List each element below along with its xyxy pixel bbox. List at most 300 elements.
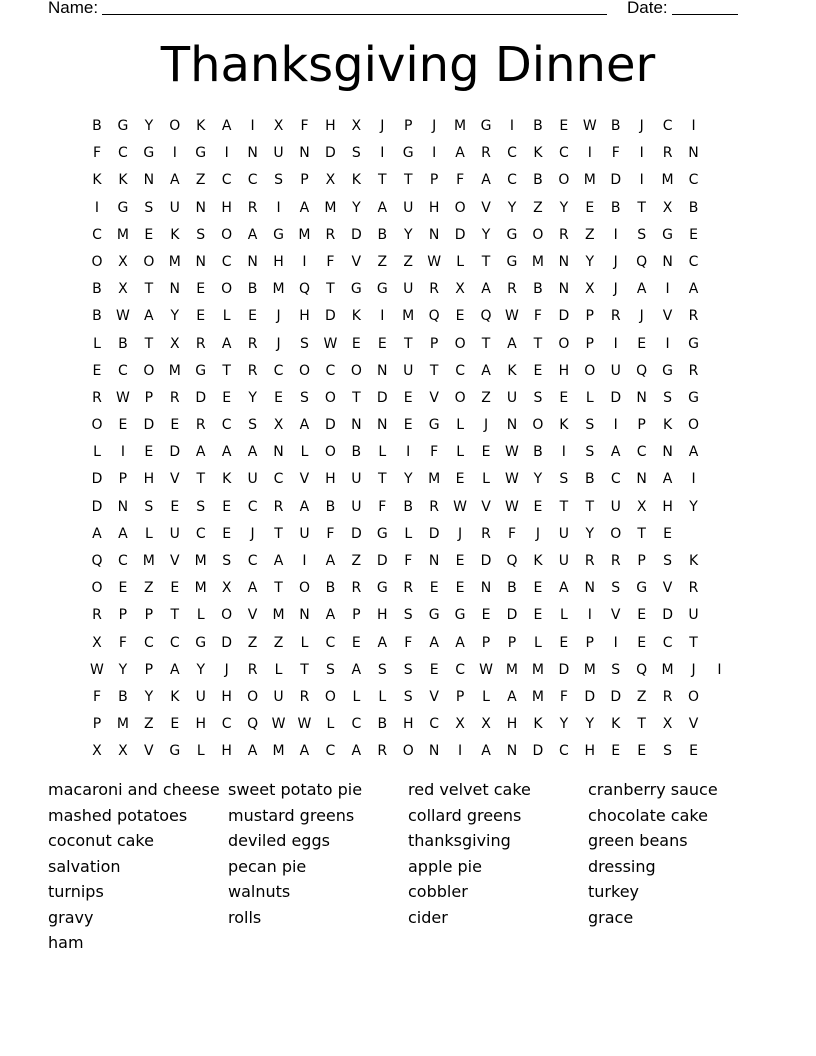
grid-letter[interactable]: N [584,580,596,597]
grid-letter[interactable]: D [325,308,336,325]
grid-letter[interactable]: G [143,145,155,162]
grid-letter[interactable]: R [429,281,440,298]
grid-letter[interactable]: E [351,634,361,651]
grid-letter[interactable]: J [458,525,463,542]
grid-letter[interactable]: M [505,661,519,678]
grid-letter[interactable]: C [455,362,465,379]
grid-letter[interactable]: E [196,308,206,325]
grid-letter[interactable]: E [559,389,569,406]
grid-letter[interactable]: O [143,253,155,270]
grid-letter[interactable]: I [380,145,385,162]
grid-letter[interactable]: N [558,281,570,298]
grid-letter[interactable]: A [299,743,310,760]
grid-letter[interactable]: C [636,444,647,461]
grid-letter[interactable]: U [247,471,258,488]
grid-letter[interactable]: X [351,118,362,134]
grid-letter[interactable]: M [272,281,285,298]
grid-letter[interactable]: A [118,525,128,542]
grid-letter[interactable]: A [221,118,232,134]
grid-letter[interactable]: R [688,580,699,597]
grid-letter[interactable]: E [403,417,413,434]
grid-letter[interactable]: A [92,525,102,542]
grid-letter[interactable]: L [144,525,153,542]
grid-letter[interactable]: A [662,471,673,488]
grid-letter[interactable]: C [610,471,621,488]
grid-letter[interactable]: W [505,471,519,488]
grid-letter[interactable]: T [559,498,569,515]
grid-letter[interactable]: O [298,580,310,597]
grid-letter[interactable]: N [636,471,647,488]
grid-letter[interactable]: U [169,199,180,216]
grid-letter[interactable]: F [300,118,309,134]
grid-letter[interactable]: E [611,743,621,760]
grid-letter[interactable]: N [299,145,310,162]
grid-letter[interactable]: N [428,743,440,760]
grid-letter[interactable]: I [587,607,592,624]
grid-letter[interactable]: B [118,688,128,705]
grid-letter[interactable]: M [583,661,596,678]
grid-letter[interactable]: Y [585,716,595,733]
grid-letter[interactable]: D [91,498,103,515]
grid-letter[interactable]: V [662,580,673,597]
grid-letter[interactable]: M [194,553,207,569]
grid-letter[interactable]: N [662,253,673,270]
grid-letter[interactable]: C [247,172,258,189]
grid-letter[interactable]: K [559,417,569,434]
grid-letter[interactable]: S [611,580,621,597]
grid-letter[interactable]: T [144,281,154,298]
grid-letter[interactable]: T [481,253,491,270]
grid-letter[interactable]: D [558,308,570,325]
grid-letter[interactable]: I [250,118,255,134]
grid-letter[interactable]: P [637,553,646,569]
grid-letter[interactable]: U [351,471,362,488]
grid-letter[interactable]: S [663,553,673,569]
grid-letter[interactable]: U [558,525,569,542]
grid-letter[interactable]: J [691,661,696,678]
grid-letter[interactable]: M [531,253,544,270]
grid-letter[interactable]: K [351,172,361,189]
grid-letter[interactable]: I [717,661,722,678]
grid-letter[interactable]: X [325,172,336,189]
grid-letter[interactable]: X [636,498,647,515]
grid-letter[interactable]: F [559,688,568,705]
grid-letter[interactable]: S [403,688,413,705]
grid-letter[interactable]: Y [585,525,595,542]
grid-letter[interactable]: L [300,634,309,651]
grid-letter[interactable]: I [613,634,618,651]
grid-letter[interactable]: W [271,716,286,733]
grid-letter[interactable]: D [584,688,596,705]
grid-letter[interactable]: A [688,444,699,461]
grid-letter[interactable]: A [636,281,647,298]
grid-letter[interactable]: C [662,634,673,651]
grid-letter[interactable]: I [380,308,385,325]
grid-letter[interactable]: T [352,389,361,406]
grid-letter[interactable]: E [559,118,569,134]
grid-letter[interactable]: E [170,498,180,515]
grid-letter[interactable]: B [92,308,102,325]
grid-letter[interactable]: D [350,226,362,243]
grid-letter[interactable]: Z [273,634,284,651]
grid-letter[interactable]: K [196,118,206,134]
grid-letter[interactable]: T [533,335,543,352]
grid-letter[interactable]: L [222,308,231,325]
grid-letter[interactable]: R [273,498,284,515]
grid-letter[interactable]: S [144,498,154,515]
grid-letter[interactable]: T [378,471,387,488]
grid-letter[interactable]: D [558,661,570,678]
grid-letter[interactable]: P [403,118,413,134]
grid-letter[interactable]: T [300,661,309,678]
grid-letter[interactable]: E [481,444,491,461]
grid-letter[interactable]: A [221,335,232,352]
grid-letter[interactable]: E [481,607,491,624]
grid-letter[interactable]: N [247,145,258,162]
grid-letter[interactable]: E [118,580,128,597]
grid-letter[interactable]: B [325,580,336,597]
grid-letter[interactable]: Y [403,471,413,488]
grid-letter[interactable]: N [558,253,570,270]
grid-letter[interactable]: K [663,417,673,434]
grid-letter[interactable]: A [221,444,232,461]
grid-letter[interactable]: R [195,417,206,434]
grid-letter[interactable]: G [169,743,181,760]
grid-letter[interactable]: J [276,308,281,325]
grid-letter[interactable]: L [196,743,205,760]
grid-letter[interactable]: M [116,226,129,243]
grid-letter[interactable]: H [662,498,673,515]
grid-letter[interactable]: P [481,634,491,651]
grid-letter[interactable]: L [559,607,568,624]
grid-letter[interactable]: M [272,607,285,624]
grid-letter[interactable]: C [221,253,232,270]
grid-letter[interactable]: H [428,199,440,216]
grid-letter[interactable]: A [325,553,336,569]
grid-letter[interactable]: B [533,172,543,189]
grid-letter[interactable]: N [428,226,440,243]
grid-letter[interactable]: T [637,199,646,216]
grid-letter[interactable]: T [481,335,491,352]
grid-letter[interactable]: S [663,389,673,406]
grid-letter[interactable]: R [247,335,258,352]
grid-letter[interactable]: A [247,743,258,760]
grid-letter[interactable]: R [688,362,699,379]
grid-letter[interactable]: P [144,661,154,678]
grid-letter[interactable]: N [377,417,388,434]
grid-letter[interactable]: E [533,607,543,624]
grid-letter[interactable]: P [300,172,309,189]
grid-letter[interactable]: V [481,498,491,515]
grid-letter[interactable]: B [377,226,388,243]
grid-letter[interactable]: H [195,716,206,733]
grid-letter[interactable]: E [533,580,543,597]
grid-letter[interactable]: A [429,634,439,651]
grid-letter[interactable]: R [247,661,258,678]
grid-letter[interactable]: T [326,281,335,298]
grid-letter[interactable]: X [273,118,284,134]
grid-letter[interactable]: X [455,716,465,733]
grid-letter[interactable]: R [403,580,414,597]
grid-letter[interactable]: J [250,525,255,542]
grid-letter[interactable]: R [481,145,491,162]
grid-letter[interactable]: E [637,607,647,624]
grid-letter[interactable]: O [532,417,544,434]
grid-letter[interactable]: M [531,661,544,678]
grid-letter[interactable]: S [196,226,206,243]
grid-letter[interactable]: Y [507,199,517,216]
grid-letter[interactable]: Z [584,226,595,243]
grid-letter[interactable]: B [247,281,258,298]
grid-letter[interactable]: N [195,253,206,270]
grid-letter[interactable]: Z [533,199,543,216]
grid-letter[interactable]: M [661,172,674,189]
grid-letter[interactable]: Q [428,308,440,325]
grid-letter[interactable]: Y [481,226,491,243]
grid-letter[interactable]: V [688,716,699,733]
grid-letter[interactable]: S [274,172,283,189]
grid-letter[interactable]: T [637,716,646,733]
grid-letter[interactable]: F [404,553,413,569]
grid-letter[interactable]: K [688,553,699,569]
grid-letter[interactable]: O [454,199,466,216]
grid-letter[interactable]: D [325,145,336,162]
grid-letter[interactable]: F [326,525,335,542]
grid-letter[interactable]: N [688,145,699,162]
grid-letter[interactable]: J [380,118,385,134]
grid-letter[interactable]: C [325,743,336,760]
grid-letter[interactable]: L [456,253,464,270]
grid-letter[interactable]: S [585,417,595,434]
grid-letter[interactable]: D [325,417,336,434]
grid-letter[interactable]: K [170,226,180,243]
grid-letter[interactable]: W [323,335,338,352]
grid-letter[interactable]: C [143,634,154,651]
grid-letter[interactable]: B [118,335,128,352]
grid-letter[interactable]: C [507,172,517,189]
grid-letter[interactable]: P [585,634,594,651]
grid-letter[interactable]: T [170,607,180,624]
grid-letter[interactable]: G [428,417,440,434]
grid-letter[interactable]: Y [170,308,180,325]
grid-letter[interactable]: O [558,335,570,352]
grid-letter[interactable]: G [662,226,674,243]
grid-letter[interactable]: R [481,525,491,542]
grid-letter[interactable]: S [403,607,413,624]
grid-letter[interactable]: J [483,417,489,434]
grid-letter[interactable]: L [482,471,490,488]
grid-letter[interactable]: C [351,716,362,733]
grid-letter[interactable]: E [455,580,465,597]
grid-letter[interactable]: F [92,145,101,162]
grid-letter[interactable]: A [325,607,336,624]
grid-letter[interactable]: U [169,525,180,542]
grid-letter[interactable]: O [91,580,103,597]
grid-letter[interactable]: A [247,226,258,243]
grid-letter[interactable]: O [247,688,259,705]
grid-letter[interactable]: A [195,444,206,461]
grid-letter[interactable]: X [118,743,128,760]
grid-letter[interactable]: B [403,498,414,515]
grid-letter[interactable]: E [429,661,439,678]
grid-letter[interactable]: R [507,281,517,298]
grid-letter[interactable]: W [115,389,130,406]
grid-letter[interactable]: J [535,525,540,542]
grid-letter[interactable]: O [558,172,570,189]
grid-letter[interactable]: G [428,607,440,624]
grid-letter[interactable]: H [325,118,336,134]
grid-letter[interactable]: S [196,498,206,515]
grid-letter[interactable]: C [92,226,102,243]
grid-letter[interactable]: O [532,226,544,243]
grid-letter[interactable]: L [482,688,490,705]
grid-letter[interactable]: G [195,145,207,162]
grid-letter[interactable]: D [195,389,207,406]
grid-letter[interactable]: G [636,580,648,597]
grid-letter[interactable]: K [222,471,232,488]
grid-letter[interactable]: D [169,444,181,461]
grid-letter[interactable]: X [118,281,128,298]
grid-letter[interactable]: E [222,389,232,406]
grid-letter[interactable]: A [507,688,517,705]
grid-letter[interactable]: E [377,335,387,352]
grid-letter[interactable]: U [610,498,621,515]
grid-letter[interactable]: R [584,553,595,569]
grid-letter[interactable]: N [428,553,440,569]
grid-letter[interactable]: E [455,471,465,488]
grid-letter[interactable]: K [351,308,361,325]
grid-letter[interactable]: P [144,389,154,406]
grid-letter[interactable]: W [297,716,312,733]
grid-letter[interactable]: L [456,444,464,461]
grid-letter[interactable]: R [662,688,673,705]
grid-letter[interactable]: R [558,226,569,243]
grid-letter[interactable]: C [325,362,336,379]
grid-letter[interactable]: M [661,661,674,678]
grid-letter[interactable]: V [169,553,180,569]
grid-letter[interactable]: G [195,634,207,651]
grid-letter[interactable]: F [456,172,465,189]
grid-letter[interactable]: B [610,118,621,134]
grid-letter[interactable]: L [93,335,101,352]
grid-letter[interactable]: L [300,444,309,461]
grid-letter[interactable]: U [273,145,284,162]
grid-letter[interactable]: E [118,417,128,434]
grid-letter[interactable]: T [403,335,413,352]
grid-letter[interactable]: S [144,199,154,216]
grid-letter[interactable]: L [404,525,413,542]
grid-letter[interactable]: P [118,607,128,624]
grid-letter[interactable]: Y [144,688,154,705]
grid-letter[interactable]: Z [636,688,647,705]
grid-letter[interactable]: O [454,335,466,352]
grid-letter[interactable]: B [92,118,102,134]
grid-letter[interactable]: P [429,172,439,189]
grid-letter[interactable]: H [325,471,336,488]
grid-letter[interactable]: P [429,335,439,352]
grid-letter[interactable]: P [352,607,361,624]
grid-letter[interactable]: Y [118,661,128,678]
grid-letter[interactable]: E [637,335,647,352]
grid-letter[interactable]: D [376,553,388,569]
grid-letter[interactable]: E [533,498,543,515]
grid-letter[interactable]: N [247,253,258,270]
grid-letter[interactable]: E [637,634,647,651]
grid-letter[interactable]: N [195,199,206,216]
grid-letter[interactable]: H [221,688,232,705]
grid-letter[interactable]: X [92,634,102,651]
grid-letter[interactable]: E [92,362,102,379]
grid-letter[interactable]: E [455,308,465,325]
grid-letter[interactable]: M [168,362,181,379]
grid-letter[interactable]: A [481,172,491,189]
grid-letter[interactable]: C [688,253,699,270]
grid-letter[interactable]: Q [298,281,310,298]
grid-letter[interactable]: A [299,498,310,515]
grid-letter[interactable]: E [689,743,698,760]
grid-letter[interactable]: S [325,661,335,678]
grid-letter[interactable]: X [455,281,465,298]
grid-letter[interactable]: C [221,172,232,189]
grid-letter[interactable]: F [404,634,413,651]
grid-letter[interactable]: F [533,308,542,325]
grid-letter[interactable]: G [402,145,414,162]
grid-letter[interactable]: S [533,389,543,406]
grid-letter[interactable]: A [247,444,258,461]
grid-letter[interactable]: P [507,634,517,651]
grid-letter[interactable]: B [377,716,388,733]
grid-letter[interactable]: Y [248,389,257,406]
grid-letter[interactable]: A [481,281,491,298]
grid-letter[interactable]: Q [636,661,648,678]
grid-letter[interactable]: E [196,281,206,298]
grid-letter[interactable]: E [144,444,154,461]
grid-letter[interactable]: N [169,281,181,298]
grid-letter[interactable]: R [247,362,258,379]
grid-letter[interactable]: K [170,688,180,705]
grid-letter[interactable]: G [688,389,699,406]
grid-letter[interactable]: D [91,471,103,488]
grid-letter[interactable]: G [688,335,699,352]
grid-letter[interactable]: Y [352,199,361,216]
grid-letter[interactable]: G [376,525,388,542]
grid-letter[interactable]: M [168,253,181,270]
grid-letter[interactable]: D [376,389,388,406]
grid-letter[interactable]: H [273,253,284,270]
grid-letter[interactable]: M [402,308,415,325]
grid-letter[interactable]: W [427,253,442,270]
grid-letter[interactable]: I [613,417,618,434]
grid-letter[interactable]: E [533,362,543,379]
grid-letter[interactable]: F [92,688,101,705]
grid-letter[interactable]: I [302,553,307,569]
grid-letter[interactable]: C [558,145,569,162]
grid-letter[interactable]: H [584,743,596,760]
grid-letter[interactable]: H [221,743,232,760]
grid-letter[interactable]: C [429,716,440,733]
grid-letter[interactable]: D [350,525,362,542]
grid-letter[interactable]: O [143,362,155,379]
grid-letter[interactable]: N [299,607,310,624]
grid-letter[interactable]: R [299,688,310,705]
grid-letter[interactable]: T [274,580,283,597]
grid-letter[interactable]: H [221,199,232,216]
grid-letter[interactable]: I [224,145,229,162]
grid-letter[interactable]: A [299,199,310,216]
grid-letter[interactable]: C [247,498,258,515]
grid-letter[interactable]: N [377,362,388,379]
grid-letter[interactable]: Q [91,553,103,569]
